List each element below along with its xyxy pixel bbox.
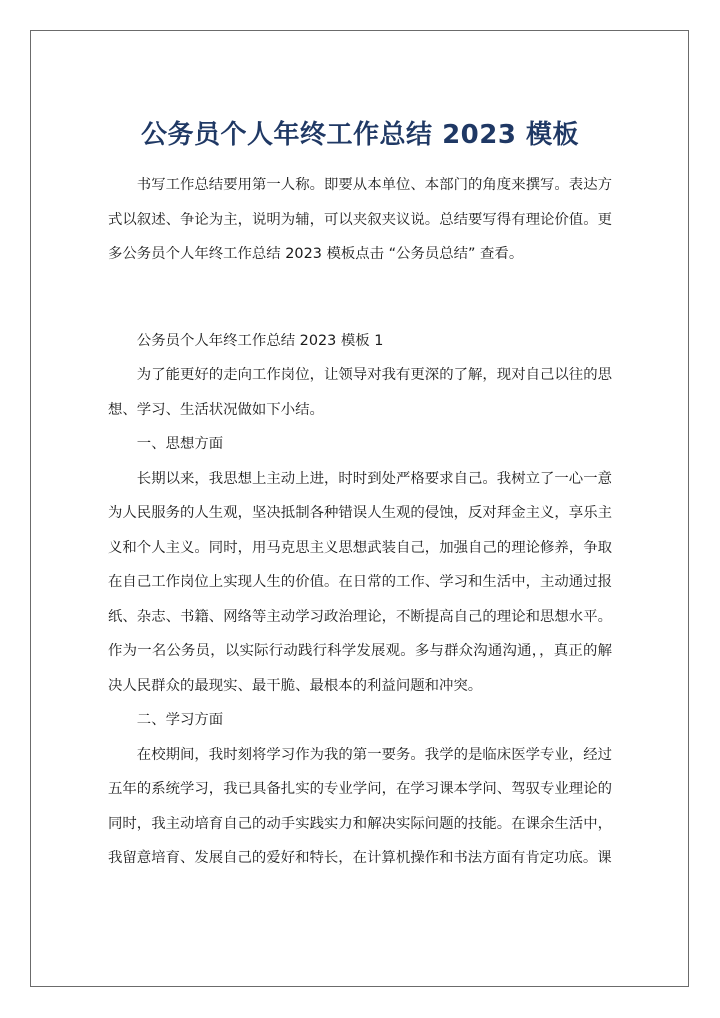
section-title: 公务员个人年终工作总结 2023 模板 1 [136, 332, 384, 349]
document-title: 公务员个人年终工作总结 2023 模板 [141, 120, 579, 151]
section-spacer [108, 272, 612, 324]
document-body [108, 168, 612, 876]
intro-paragraph: 书写工作总结要用第一人称。即要从本单位、本部门的角度来撰写。表达方式以叙述、争论为主，说明为辅，可以夹叙夹议说。总结要写得有理论价值。更多公务员个人年终工作总结 2023 模板点击 “公务员总结” 查看。 [108, 177, 612, 262]
paragraph-1: 为了能更好的走向工作岗位，让领导对我有更深的了解，现对自己以往的思想、学习、生活状况做如下小结。 [108, 367, 612, 418]
heading-study: 二、学习方面 [136, 712, 224, 728]
paragraph-3: 在校期间，我时刻将学习作为我的第一要务。我学的是临床医学专业，经过五年的系统学习，我已具备扎实的专业学问，在学习课本学问、驾驭专业理论的同时，我主动培育自己的动手实践实力和解决实际问题的技能。在课余生活中，我留意培育、发展自己的爱好和特长，在计算机操作和书法方面有肯定功底。课 [108, 746, 612, 866]
heading-thought: 一、思想方面 [136, 436, 224, 452]
paragraph-2: 长期以来，我思想上主动上进，时时到处严格要求自己。我树立了一心一意为人民服务的人生观，坚决抵制各种错误人生观的侵蚀，反对拜金主义，享乐主义和个人主义。同时，用马克思主义思想武装自己，加强自己的理论修养，争取在自己工作岗位上实现人生的价值。在日常的工作、学习和生活中，主动通过报纸、杂志、书籍、网络等主动学习政治理论，不断提高自己的理论和思想水平。作为一名公务员，以实际行动践行科学发展观。多与群众沟通沟通，，真正的解决人民群众的最现实、最干脆、最根本的利益问题和冲突。 [108, 470, 612, 694]
